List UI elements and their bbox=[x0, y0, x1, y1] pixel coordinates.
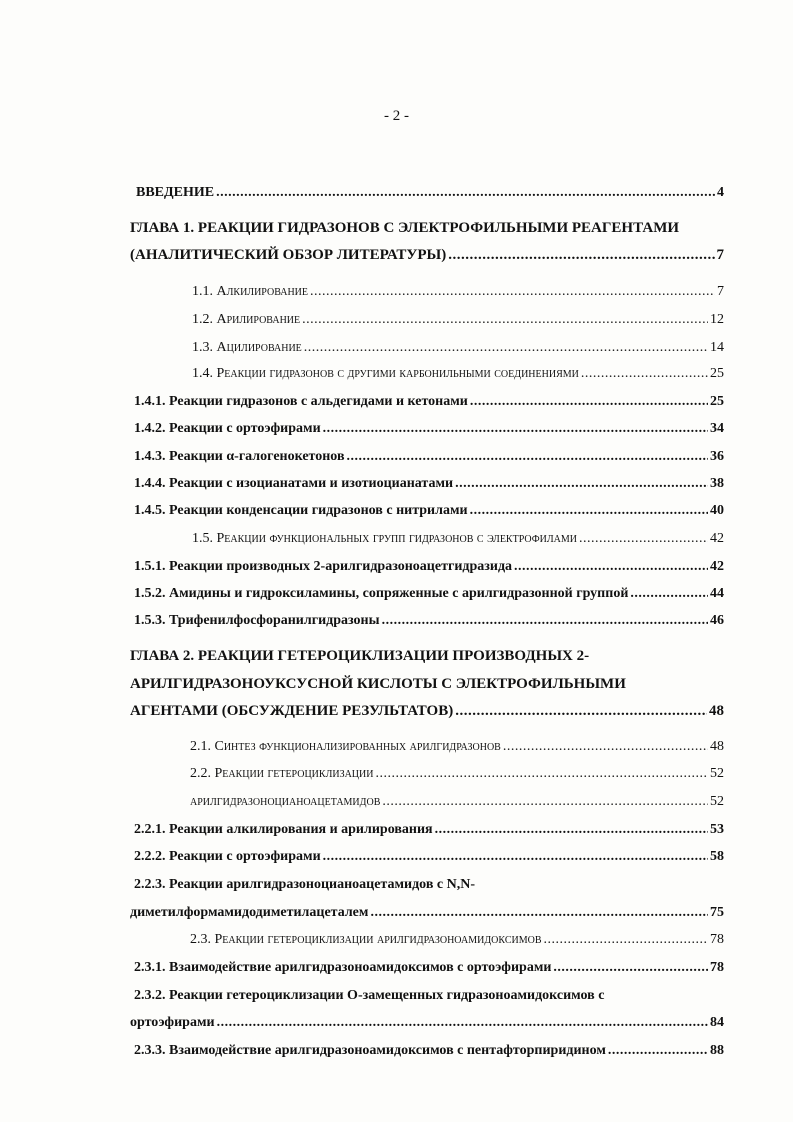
toc-entry-2-2[interactable] bbox=[190, 766, 724, 782]
toc-leader bbox=[302, 312, 708, 328]
toc-leader bbox=[323, 421, 708, 437]
toc-title: 1.4.3. Реакции α-галогенокетонов bbox=[134, 449, 345, 464]
toc-page: 40 bbox=[710, 503, 724, 518]
toc-page: 38 bbox=[710, 476, 724, 491]
toc-title: 2.2. Реакции гетероциклизации bbox=[190, 766, 374, 781]
toc-leader bbox=[579, 531, 708, 547]
toc-entry-1-4-3[interactable] bbox=[134, 449, 724, 465]
toc-page: 42 bbox=[710, 559, 724, 574]
toc-leader bbox=[347, 449, 708, 465]
toc-page: 25 bbox=[710, 394, 724, 409]
page-number: - 2 - bbox=[384, 108, 409, 124]
toc-leader bbox=[304, 340, 708, 356]
toc-title: 2.3.1. Взаимодействие арилгидразоноамидоксимов с ортоэфирами bbox=[134, 960, 552, 975]
toc-entry-1-5[interactable] bbox=[192, 531, 724, 547]
toc-leader bbox=[544, 932, 709, 948]
chapter-2-heading[interactable]: ГЛАВА 2. РЕАКЦИИ ГЕТЕРОЦИКЛИЗАЦИИ ПРОИЗВОДНЫХ 2- bbox=[130, 648, 590, 664]
toc-title: 2.3. Реакции гетероциклизации арилгидразоноамидоксимов bbox=[190, 932, 542, 947]
toc-title: арилгидразоноцианоацетамидов bbox=[190, 794, 381, 809]
toc-title: диметилформамидодиметилацеталем bbox=[130, 905, 369, 920]
toc-leader bbox=[455, 703, 707, 720]
toc-entry-1-2[interactable] bbox=[192, 312, 724, 328]
toc-entry-2-2-1[interactable] bbox=[134, 822, 724, 838]
toc-page: 7 bbox=[716, 247, 724, 263]
toc-title: ВВЕДЕНИЕ bbox=[136, 185, 215, 200]
toc-entry-1-5-2[interactable] bbox=[134, 586, 724, 602]
toc-page: 7 bbox=[717, 284, 724, 299]
toc-leader bbox=[514, 559, 708, 575]
toc-page: 78 bbox=[710, 960, 724, 975]
toc-page: 84 bbox=[710, 1015, 724, 1030]
toc-entry-ch1[interactable] bbox=[130, 247, 724, 264]
toc-leader bbox=[310, 284, 715, 300]
toc-page: 44 bbox=[710, 586, 724, 601]
toc-page: 52 bbox=[710, 766, 724, 781]
toc-page: 36 bbox=[710, 449, 724, 464]
toc-title: 1.3. Ацилирование bbox=[192, 340, 302, 355]
toc-entry-2-3-2-cont[interactable] bbox=[130, 1015, 724, 1031]
toc-title: 1.4. Реакции гидразонов с другими карбонильными соединениями bbox=[192, 366, 579, 381]
toc-page: 46 bbox=[710, 613, 724, 628]
toc-page: 25 bbox=[710, 366, 724, 381]
toc-leader bbox=[470, 394, 708, 410]
toc-entry-2-2-2[interactable] bbox=[134, 849, 724, 865]
toc-title: 2.2.2. Реакции с ортоэфирами bbox=[134, 849, 321, 864]
toc-page: 88 bbox=[710, 1043, 724, 1058]
toc-title: 2.3.2. Реакции гетероциклизации О-замещенных гидразоноамидоксимов с bbox=[134, 988, 605, 1003]
toc-page: 58 bbox=[710, 849, 724, 864]
toc-leader bbox=[581, 366, 708, 382]
toc-leader bbox=[217, 1015, 708, 1031]
toc-leader bbox=[608, 1043, 708, 1059]
toc-title: 1.4.5. Реакции конденсации гидразонов с нитрилами bbox=[134, 503, 468, 518]
toc-leader bbox=[375, 766, 708, 782]
toc-title: ортоэфирами bbox=[130, 1015, 215, 1030]
toc-leader bbox=[382, 794, 708, 810]
toc-entry-1-1[interactable] bbox=[192, 284, 724, 300]
toc-entry-1-5-3[interactable] bbox=[134, 613, 724, 629]
toc-leader bbox=[630, 586, 708, 602]
toc-title: 1.5.3. Трифенилфосфоранилгидразоны bbox=[134, 613, 380, 628]
toc-leader bbox=[382, 613, 708, 629]
toc-page: 12 bbox=[710, 312, 724, 327]
toc-title: 1.4.2. Реакции с ортоэфирами bbox=[134, 421, 321, 436]
toc-entry-2-2-3[interactable] bbox=[134, 877, 724, 893]
toc-leader bbox=[370, 905, 708, 921]
toc-page: 52 bbox=[710, 794, 724, 809]
toc-title: 2.3.3. Взаимодействие арилгидразоноамидоксимов с пентафторпиридином bbox=[134, 1043, 606, 1058]
toc-page: 4 bbox=[717, 185, 724, 200]
toc-page: 48 bbox=[709, 703, 724, 719]
toc-title: 1.5.2. Амидины и гидроксиламины, сопряженные с арилгидразонной группой bbox=[134, 586, 629, 601]
toc-entry-ch2[interactable] bbox=[130, 703, 724, 720]
toc-entry-1-4-4[interactable] bbox=[134, 476, 724, 492]
toc-page: 75 bbox=[710, 905, 724, 920]
toc-leader bbox=[503, 739, 708, 755]
toc-entry-2-3[interactable] bbox=[190, 932, 724, 948]
toc-entry-1-4-5[interactable] bbox=[134, 503, 724, 519]
chapter-1-heading[interactable]: ГЛАВА 1. РЕАКЦИИ ГИДРАЗОНОВ С ЭЛЕКТРОФИЛЬНЫМИ РЕАГЕНТАМИ bbox=[130, 220, 680, 236]
toc-page: 78 bbox=[710, 932, 724, 947]
toc-title: 1.4.4. Реакции с изоцианатами и изотиоцианатами bbox=[134, 476, 454, 491]
chapter-2-heading-line2: АРИЛГИДРАЗОНОУКСУСНОЙ КИСЛОТЫ С ЭЛЕКТРОФИЛЬНЫМИ bbox=[130, 676, 626, 692]
toc-leader bbox=[455, 476, 708, 492]
toc-entry-1-4-2[interactable] bbox=[134, 421, 724, 437]
toc-leader bbox=[323, 849, 708, 865]
toc-title: 1.4.1. Реакции гидразонов с альдегидами и кетонами bbox=[134, 394, 468, 409]
toc-entry-1-3[interactable] bbox=[192, 340, 724, 356]
toc-leader bbox=[553, 960, 708, 976]
toc-entry-2-2-cont[interactable] bbox=[190, 794, 724, 810]
toc-entry-2-3-3[interactable] bbox=[134, 1043, 724, 1059]
toc-title: 1.5. Реакции функциональных групп гидразонов с электрофилами bbox=[192, 531, 577, 546]
toc-title: 1.2. Арилирование bbox=[192, 312, 301, 327]
toc-page: 42 bbox=[710, 531, 724, 546]
toc-title: 1.1. Алкилирование bbox=[192, 284, 309, 299]
toc-entry-1-5-1[interactable] bbox=[134, 559, 724, 575]
toc-title: (АНАЛИТИЧЕСКИЙ ОБЗОР ЛИТЕРАТУРЫ) bbox=[130, 247, 447, 263]
toc-title: 2.1. Синтез функционализированных арилгидразонов bbox=[190, 739, 501, 754]
toc-title: 1.5.1. Реакции производных 2-арилгидразоноацетгидразида bbox=[134, 559, 513, 574]
toc-title: АГЕНТАМИ (ОБСУЖДЕНИЕ РЕЗУЛЬТАТОВ) bbox=[130, 703, 454, 719]
toc-entry-intro[interactable] bbox=[136, 185, 724, 201]
toc-leader bbox=[448, 247, 714, 264]
toc-leader bbox=[470, 503, 708, 519]
toc-entry-2-2-3-cont[interactable] bbox=[130, 905, 724, 921]
toc-entry-2-3-1[interactable] bbox=[134, 960, 724, 976]
toc-leader bbox=[216, 185, 715, 201]
toc-entry-1-4[interactable] bbox=[192, 366, 724, 382]
toc-page: 14 bbox=[710, 340, 724, 355]
toc-entry-2-3-2[interactable] bbox=[134, 988, 724, 1004]
toc-title: 2.2.1. Реакции алкилирования и арилирования bbox=[134, 822, 433, 837]
toc-title: 2.2.3. Реакции арилгидразоноцианоацетамидов с N,N- bbox=[134, 877, 475, 892]
toc-entry-1-4-1[interactable] bbox=[134, 394, 724, 410]
toc-page: 53 bbox=[710, 822, 724, 837]
toc-page: 34 bbox=[710, 421, 724, 436]
toc-entry-2-1[interactable] bbox=[190, 739, 724, 755]
toc-leader bbox=[435, 822, 708, 838]
toc-page: 48 bbox=[710, 739, 724, 754]
